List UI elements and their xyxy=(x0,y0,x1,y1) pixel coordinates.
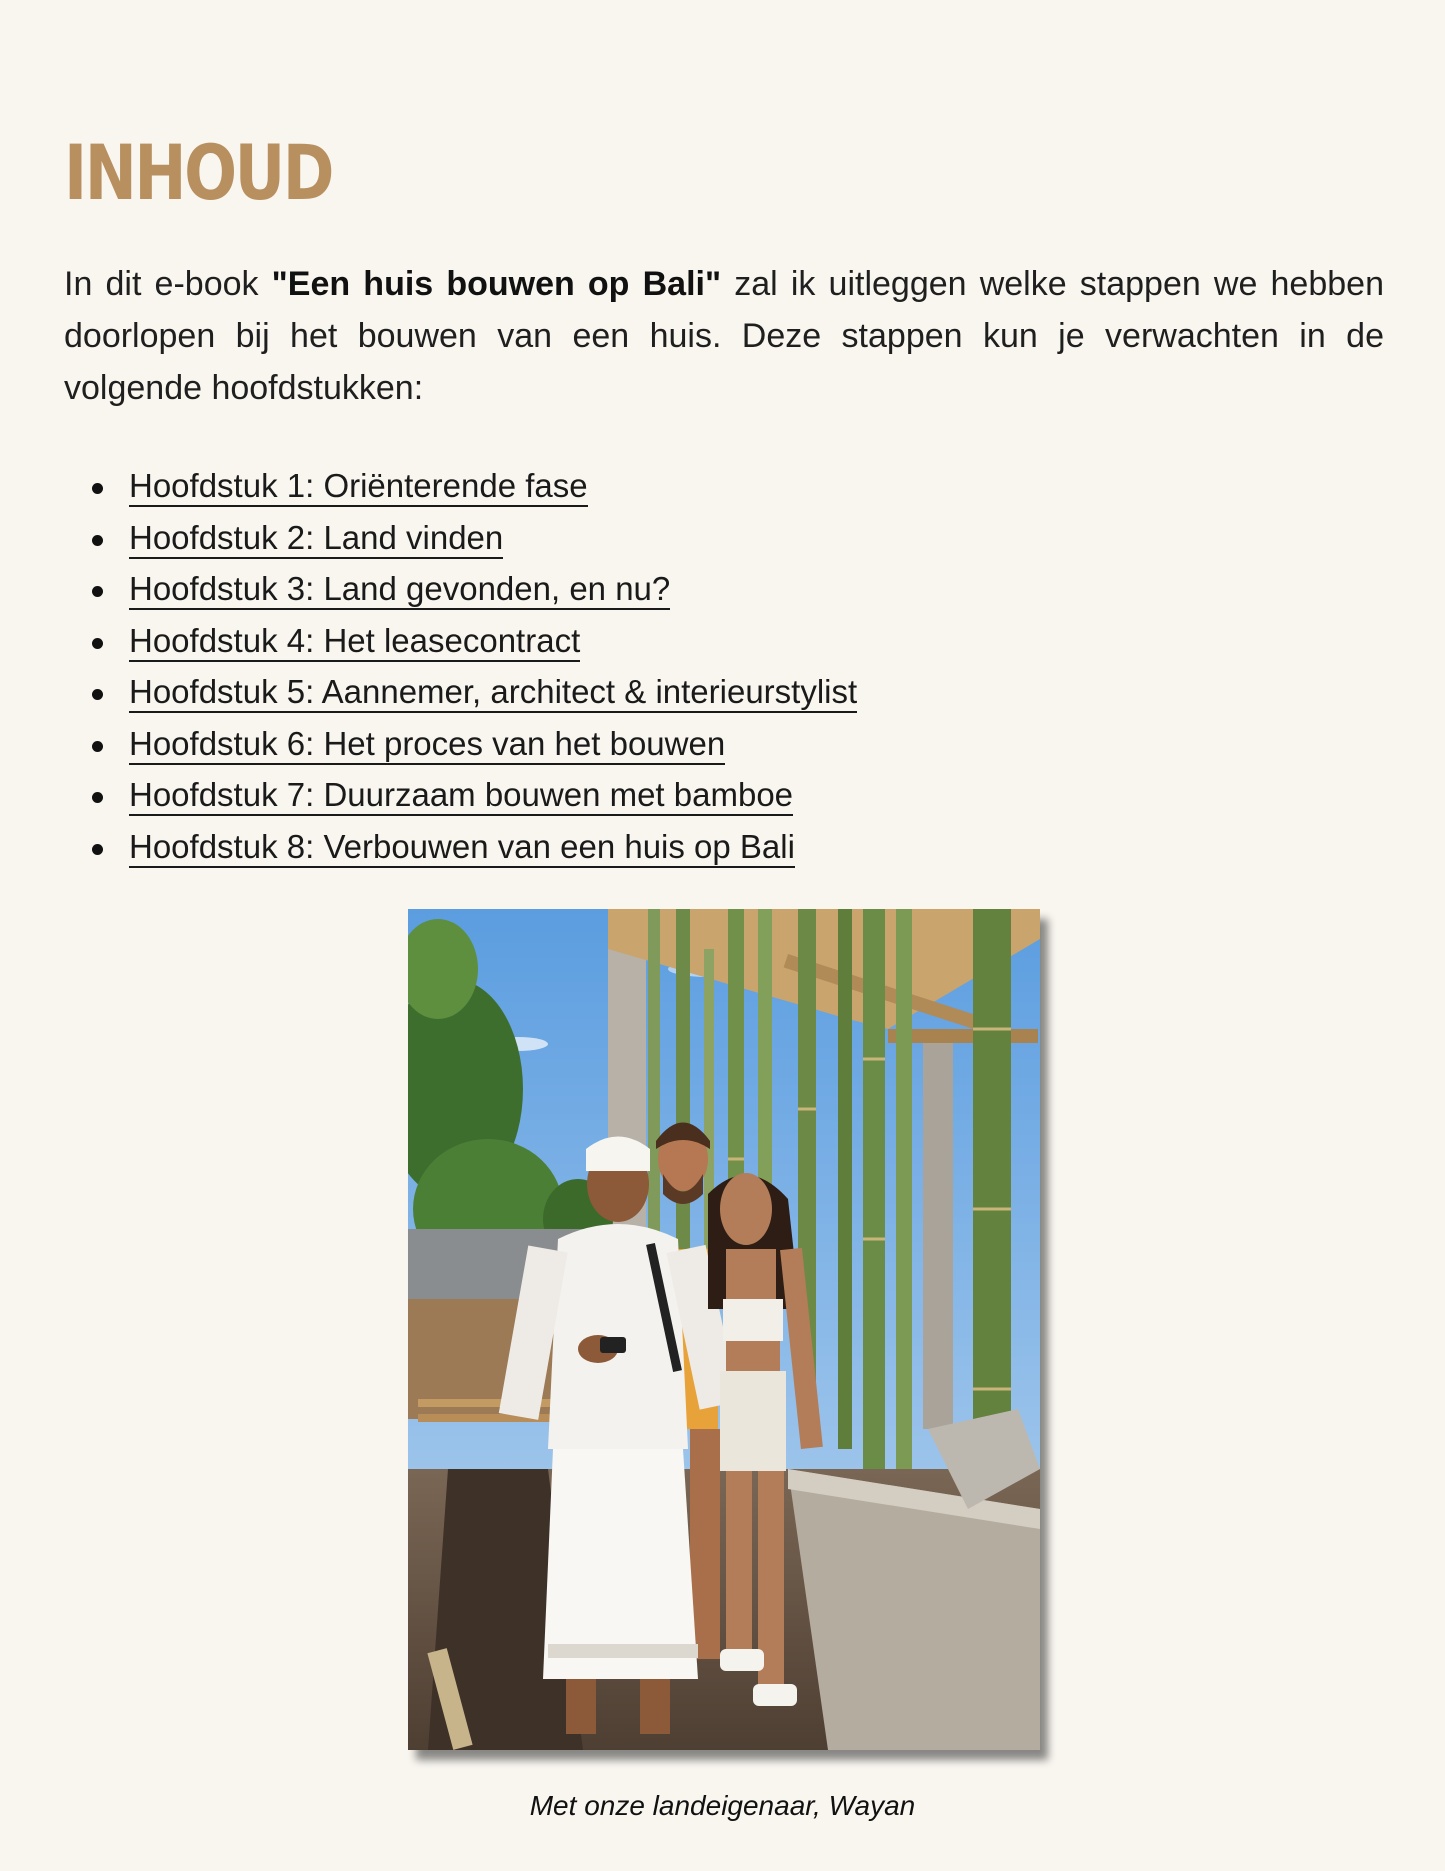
chapter-link-5[interactable]: Hoofdstuk 5: Aannemer, architect & interieurstylist xyxy=(129,674,857,713)
chapter-link-6[interactable]: Hoofdstuk 6: Het proces van het bouwen xyxy=(129,726,725,765)
bullet-icon xyxy=(92,844,103,855)
chapter-link-2[interactable]: Hoofdstuk 2: Land vinden xyxy=(129,520,503,559)
list-item xyxy=(92,514,857,566)
intro-paragraph xyxy=(64,258,1384,414)
chapter-link-1[interactable]: Hoofdstuk 1: Oriënterende fase xyxy=(129,468,588,507)
chapter-list xyxy=(92,462,857,874)
list-item xyxy=(92,617,857,669)
bullet-icon xyxy=(92,689,103,700)
intro-text-end: zal ik uitleggen welke stappen we hebben doorlopen bij het bouwen van een huis. Deze stappen kun je verwachten in de volgende hoofdstukken: xyxy=(64,265,1384,407)
chapter-link-7[interactable]: Hoofdstuk 7: Duurzaam bouwen met bamboe xyxy=(129,777,793,816)
list-item xyxy=(92,771,857,823)
bullet-icon xyxy=(92,483,103,494)
chapter-link-4[interactable]: Hoofdstuk 4: Het leasecontract xyxy=(129,623,580,662)
photo-caption: Met onze landeigenaar, Wayan xyxy=(529,1790,916,1821)
list-item xyxy=(92,668,857,720)
chapter-link-3[interactable]: Hoofdstuk 3: Land gevonden, en nu? xyxy=(129,571,670,610)
bullet-icon xyxy=(92,741,103,752)
construction-site-photo xyxy=(408,909,1040,1750)
page-title: INHOUD xyxy=(64,128,333,217)
list-item xyxy=(92,720,857,772)
bullet-icon xyxy=(92,792,103,803)
list-item xyxy=(92,565,857,617)
list-item xyxy=(92,462,857,514)
ebook-title: "Een huis bouwen op Bali" xyxy=(271,265,722,303)
bullet-icon xyxy=(92,638,103,649)
photo-illustration xyxy=(408,909,1040,1750)
chapter-link-8[interactable]: Hoofdstuk 8: Verbouwen van een huis op Bali xyxy=(129,829,795,868)
intro-text-start: In dit e-book xyxy=(64,265,272,303)
bullet-icon xyxy=(92,535,103,546)
list-item xyxy=(92,823,857,875)
bullet-icon xyxy=(92,586,103,597)
